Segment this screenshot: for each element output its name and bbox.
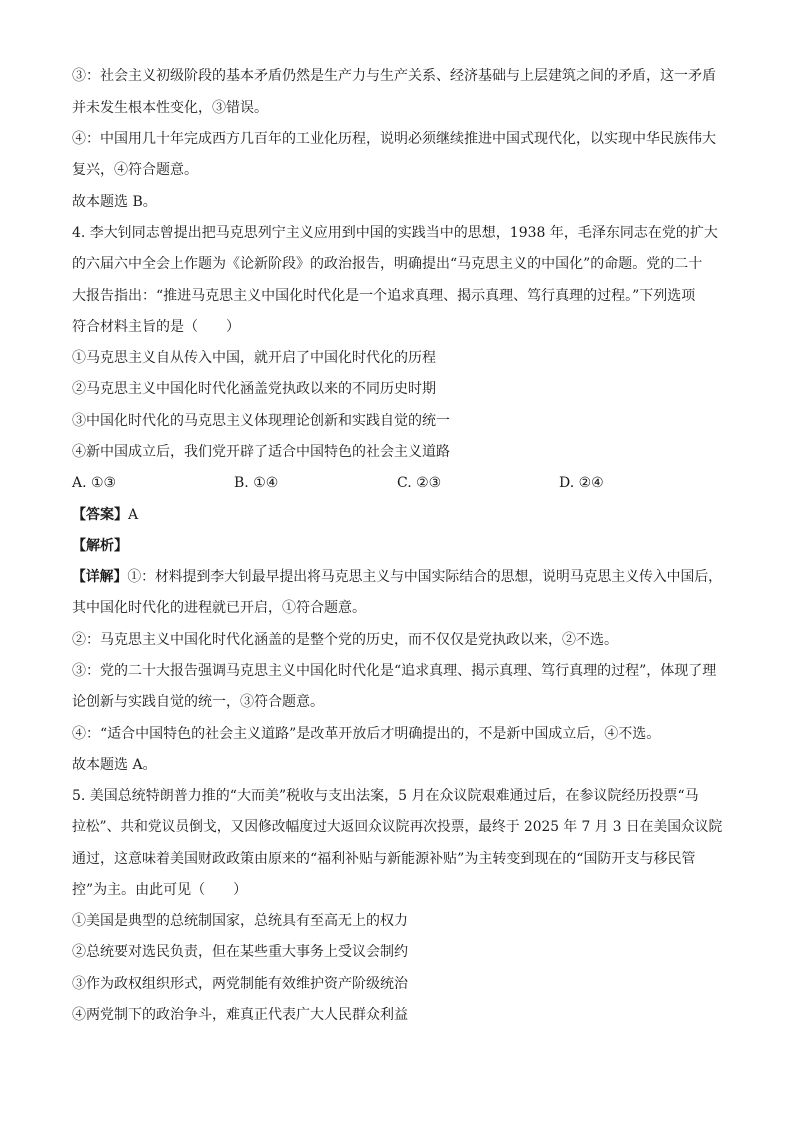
text-line: ②：马克思主义中国化时代化涵盖的是整个党的历史，而不仅仅是党执政以来，②不选。 [72, 632, 618, 648]
text-line: 通过，这意味着美国财政政策由原来的“福利补贴与新能源补贴”为主转变到现在的“国防开支与移民管 [72, 851, 696, 867]
answer-value: A [128, 507, 139, 523]
statement-4: ④新中国成立后，我们党开辟了适合中国特色的社会主义道路 [72, 444, 450, 460]
option-d: D. ②④ [559, 475, 604, 491]
text-line: 其中国化时代化的进程就已开启，①符合题意。 [72, 600, 366, 616]
text-line: 论创新与实践自觉的统一，③符合题意。 [72, 694, 324, 710]
statement-2: ②总统要对选民负责，但在某些重大事务上受议会制约 [72, 944, 408, 960]
answer-label: 【答案】 [72, 507, 128, 523]
detail-label: 【详解】 [72, 569, 128, 585]
statement-1: ①马克思主义自从传入中国，就开启了中国化时代化的历程 [72, 350, 436, 366]
text-line: ③：社会主义初级阶段的基本矛盾仍然是生产力与生产关系、经济基础与上层建筑之间的矛盾，这一矛盾 [72, 68, 716, 84]
detail-line [72, 567, 722, 587]
statement-3: ③作为政权组织形式，两党制能有效维护资产阶级统治 [72, 976, 408, 992]
detail-text: ①：材料提到李大钊最早提出将马克思主义与中国实际结合的思想，说明马克思主义传入中国后， [127, 569, 722, 585]
option-a: A. ①③ [72, 475, 117, 491]
statement-1: ①美国是典型的总统制国家，总统具有至高无上的权力 [72, 913, 408, 929]
analysis-line [72, 536, 128, 556]
question-5-stem: 5. 美国总统特朗普力推的“大而美”税收与支出法案，5 月在众议院艰难通过后，在参议院经历投票“马 [72, 788, 699, 804]
option-c: C. ②③ [397, 475, 442, 491]
statement-4: ④两党制下的政治争斗，难真正代表广大人民群众利益 [72, 1007, 408, 1023]
text-line: ③：党的二十大报告强调马克思主义中国化时代化是“追求真理、揭示真理、笃行真理的过程”，体现了理 [72, 663, 717, 679]
text-line: 拉松”、共和党议员倒戈，又因修改幅度过大返回众议院再次投票，最终于 2025 年 7 月 3 日在美国众议院 [72, 819, 723, 835]
text-line: 故本题选 A。 [72, 757, 157, 773]
statement-3: ③中国化时代化的马克思主义体现理论创新和实践自觉的统一 [72, 413, 450, 429]
question-4-stem: 4. 李大钊同志曾提出把马克思列宁主义应用到中国的实践当中的思想，1938 年，毛泽东同志在党的扩大 [72, 225, 718, 241]
text-line: 符合材料主旨的是（ ） [72, 319, 240, 335]
option-b: B. ①④ [234, 475, 279, 491]
text-line: 大报告指出：“推进马克思主义中国化时代化是一个追求真理、揭示真理、笃行真理的过程。”下列选项 [72, 288, 696, 304]
text-line: 的六届六中全会上作题为《论新阶段》的政治报告，明确提出“马克思主义的中国化”的命题。党的二十 [72, 256, 703, 272]
statement-2: ②马克思主义中国化时代化涵盖党执政以来的不同历史时期 [72, 381, 436, 397]
text-line: 故本题选 B。 [72, 194, 157, 210]
text-line: 并未发生根本性变化，③错误。 [72, 100, 268, 116]
text-line: 复兴，④符合题意。 [72, 162, 198, 178]
answer-line [72, 505, 138, 525]
text-line: ④：中国用几十年完成西方几百年的工业化历程，说明必须继续推进中国式现代化，以实现中华民族伟大 [72, 131, 716, 147]
text-line: 控”为主。由此可见（ ） [72, 882, 248, 898]
analysis-label: 【解析】 [72, 538, 128, 554]
text-line: ④：“适合中国特色的社会主义道路”是改革开放后才明确提出的，不是新中国成立后，④不选。 [72, 726, 661, 742]
